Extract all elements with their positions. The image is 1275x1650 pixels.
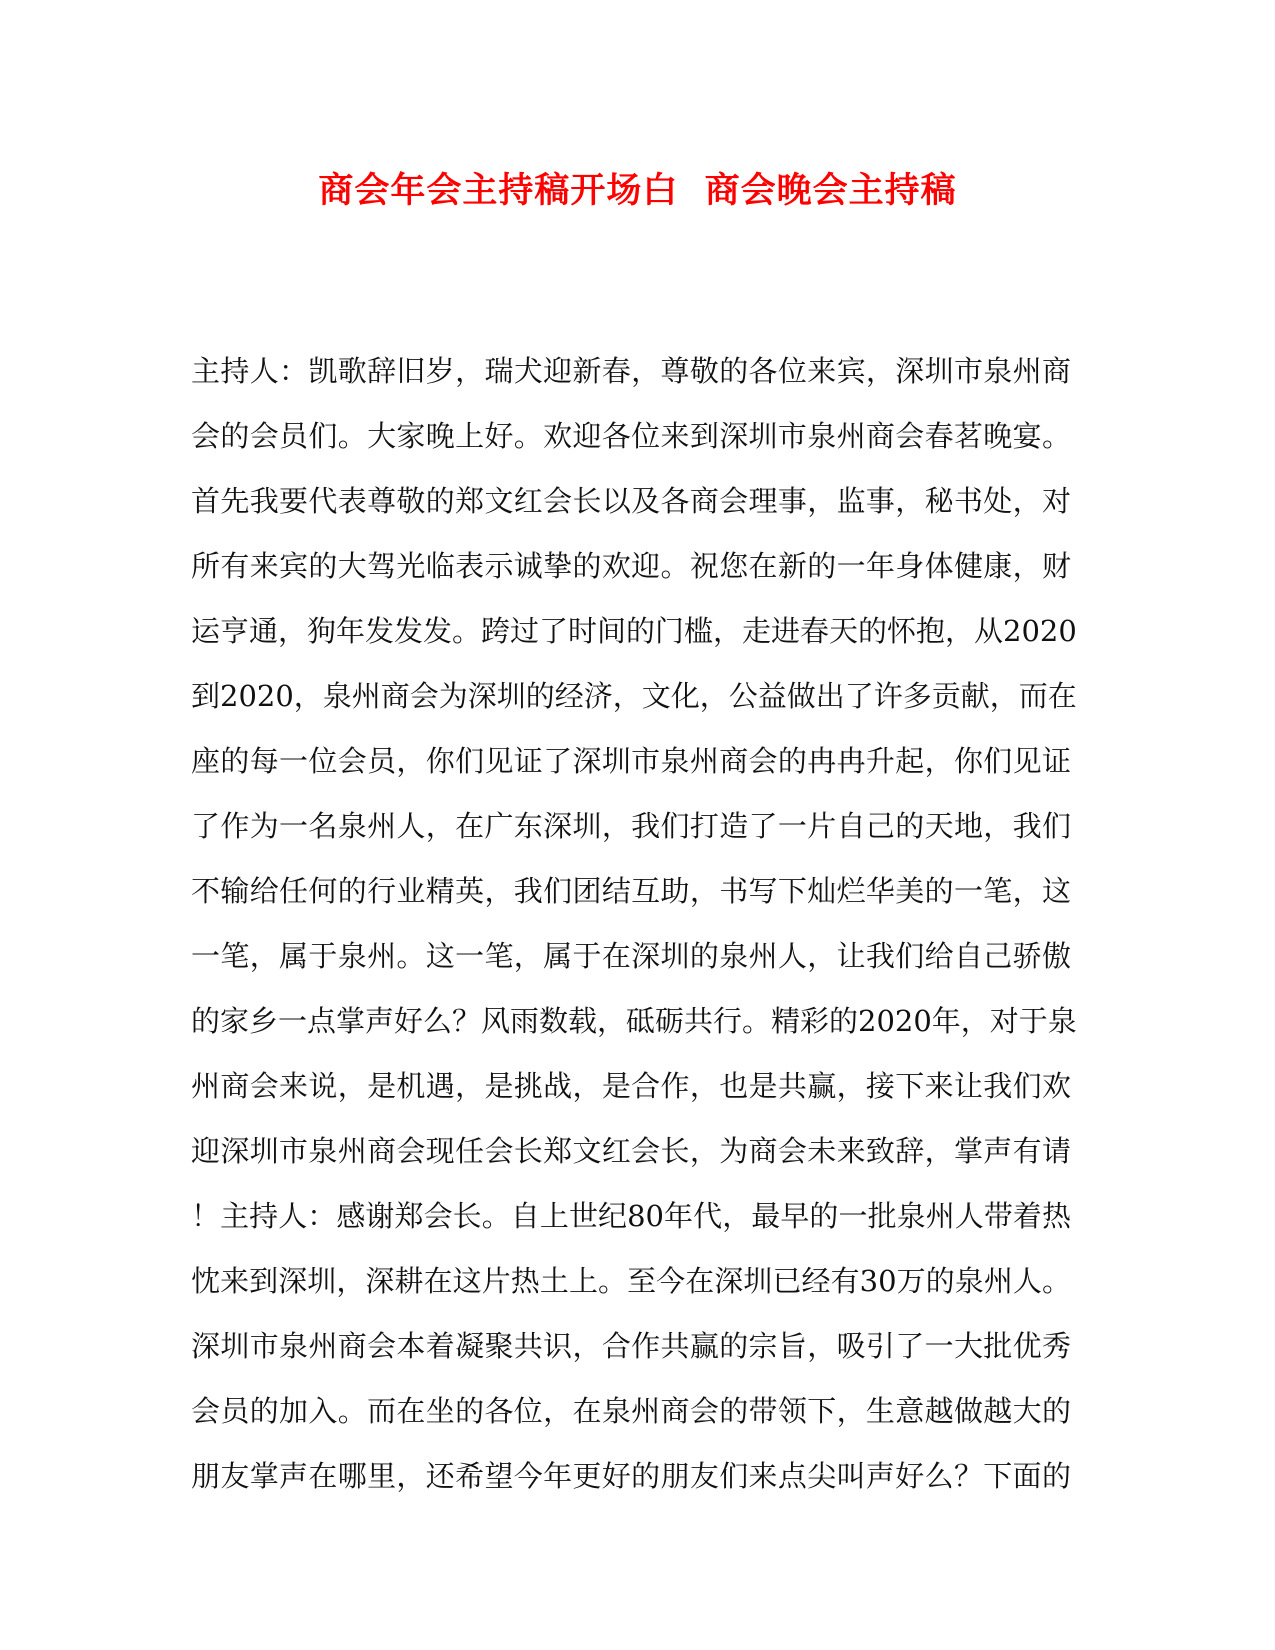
- body-line: 迎深圳市泉州商会现任会长郑文红会长，为商会未来致辞，掌声有请: [191, 1134, 1071, 1168]
- body-line: 忱来到深圳，深耕在这片热土上。至今在深圳已经有30万的泉州人。: [191, 1264, 1071, 1298]
- body-line: 会的会员们。大家晚上好。欢迎各位来到深圳市泉州商会春茗晚宴。: [191, 419, 1071, 453]
- body-line: ！主持人：感谢郑会长。自上世纪80年代，最早的一批泉州人带着热: [191, 1199, 1071, 1233]
- document-body: [191, 346, 1077, 1516]
- body-line: 不输给任何的行业精英，我们团结互助，书写下灿烂华美的一笔，这: [191, 874, 1071, 908]
- body-line: 运亨通，狗年发发发。跨过了时间的门槛，走进春天的怀抱，从2020: [191, 614, 1077, 648]
- body-line: 的家乡一点掌声好么？风雨数载，砥砺共行。精彩的2020年，对于泉: [191, 1004, 1077, 1038]
- body-line: 一笔，属于泉州。这一笔，属于在深圳的泉州人，让我们给自己骄傲: [191, 939, 1071, 973]
- body-line: 首先我要代表尊敬的郑文红会长以及各商会理事，监事，秘书处，对: [191, 484, 1071, 518]
- body-line: 州商会来说，是机遇，是挑战，是合作，也是共赢，接下来让我们欢: [191, 1069, 1071, 1103]
- body-line: 主持人：凯歌辞旧岁，瑞犬迎新春，尊敬的各位来宾，深圳市泉州商: [191, 354, 1071, 388]
- document-title: 商会年会主持稿开场白 商会晚会主持稿: [318, 170, 957, 211]
- body-line: 朋友掌声在哪里，还希望今年更好的朋友们来点尖叫声好么？下面的: [191, 1459, 1071, 1493]
- body-line: 座的每一位会员，你们见证了深圳市泉州商会的冉冉升起，你们见证: [191, 744, 1071, 778]
- body-line: 到2020，泉州商会为深圳的经济，文化，公益做出了许多贡献，而在: [191, 679, 1077, 713]
- body-line: 了作为一名泉州人，在广东深圳，我们打造了一片自己的天地，我们: [191, 809, 1071, 843]
- body-line: 所有来宾的大驾光临表示诚挚的欢迎。祝您在新的一年身体健康，财: [191, 549, 1071, 583]
- body-line: 会员的加入。而在坐的各位，在泉州商会的带领下，生意越做越大的: [191, 1394, 1071, 1428]
- body-line: 深圳市泉州商会本着凝聚共识，合作共赢的宗旨，吸引了一大批优秀: [191, 1329, 1071, 1363]
